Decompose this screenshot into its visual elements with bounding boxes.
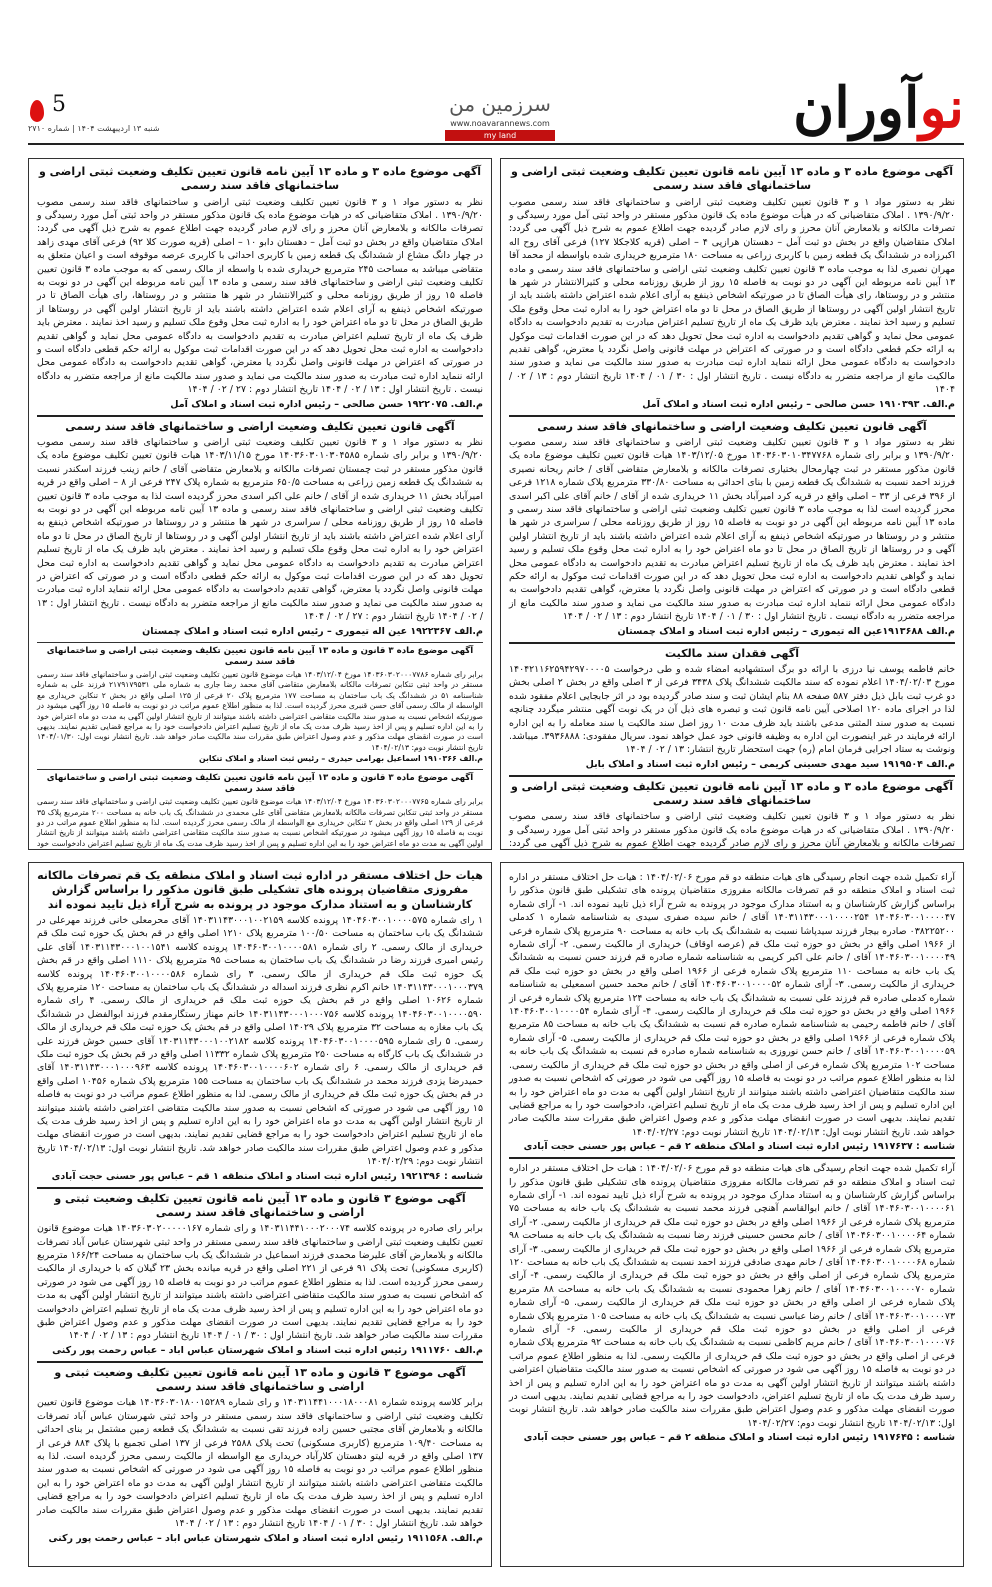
notices-box-bottom-left [28,862,492,1567]
notice-signature: م.الف. ۱۹۲۲۰۷۵ حسن صالحی – رئیس اداره ثبت اسناد و املاک آمل [170,398,483,410]
notice-divider [37,642,483,643]
notice-signature: م.الف ۱۹۲۲۳۶۷ عین اله تیموری – رئیس اداره ثبت اسناد و املاک چمستان [142,625,483,637]
notice-body: نظر به دستور مواد ۱ و ۳ قانون تعیین تکلیف وضعیت ثبتی اراضی و ساختمانهای فاقد سند رسمی مصوب ۱۳۹۰/۹/۲۰ . املاک متقاضیانی که در هیات موضوع ماده یک قانون مذکور مستقر در واحد ثبتی آمل مورد رسیدگی و تصرفات مالکانه و بلامعارض آنان محرز و رای لازم صادر گردیده جهت اطلاع عموم به شرح ذیل آگهی می گردد: [509,811,955,850]
site-url[interactable]: www.noavarannews.com [450,119,550,128]
masthead-rule [28,143,964,145]
notice-body: خانم فاطمه یوسف نیا درزی با ارائه دو برگ استشهادیه امضاء شده و طی درخواست ۱۴۰۴۲۱۱۶۲۵۹۴۲۹۷۰۰۰۰۵ مورخ ۱۴۰۴/۰۲/۰۳ اعلام نموده که سند مالکیت ششدانگ پلاک ۳۴۳۸ فرعی از ۳ اصلی واقع در بخش ۲ اصلی بخش دو غرب ثبت بابل ذیل دفتر ۵۸۷ صفحه ۸۸ بنام ایشان ثبت و سند صادر گردیده بود در اثر جابجایی اعلام مفقود شده لذا در اجرای ماده ۱۲۰ اصلاحی آیین نامه قانون ثبت و تبصره های ذیل آن در یک نوبت آگهی منتشر میگردد چنانچه نسبت به صدور سند المثنی مدعی باشند باید ظرف مدت ۱۰ روز اصل سند مالکیت یا سند معامله را به این اداره ارائه فرمایند در غیر اینصورت این اداره به وظیفه قانونی خود عمل خواهد نمود. سریال مفقودی: ۳۹۳۶۸۸۸. میباشد. ونوشت به ستاد اجرایی فرمان امام (ره) جهت استحضار تاریخ انتشار: ۱۳ / ۰۲ / ۱۴۰۴ [509,663,955,756]
notice-signature: م.الف ۱۹۱۱۷۶۰ رئیس اداره ثبت اسناد و املاک شهرستان عباس اباد – عباس رحمت پور رکنی [52,1344,483,1356]
notice-body: برابر رای شماره ۱۴۰۳۶۰۳۰۲۰۰۰۷۷۶۵ مورخ ۱۴۰۳/۱۲/۰۴ هیات موضوع قانون تعیین تکلیف وضعیت ثبتی اراضی و ساختمانهای فاقد سند رسمی مستقر در واحد ثبتی تنکابن تصرفات مالکانه بلامعارض متقاضی آقای علی محمدی در ششدانگ یک باب خانه به مساحت ۲۰۰ مترمربع پلاک ۳۵ فرعی از ۱۲۹ اصلی واقع در بخش ۲ تنکابن خریداری مع الواسطه از مالک رسمی محرز گردیده است. لذا به منظور اطلاع عموم مراتب در دو نوبت به فاصله ۱۵ روز آگهی میشود در صورتیکه اشخاص نسبت به صدور سند مالکیت متقاضی اعتراضی داشته باشند میتوانند از تاریخ انتشار اولین آگهی به مدت دو ماه اعتراض خود را به این اداره تسلیم و پس از اخذ رسید ظرف مدت یک ماه از تاریخ تسلیم اعتراض دادخواست خود [37,797,484,848]
notice-divider [37,415,483,417]
notice-signature: شناسه : ۱۹۲۱۳۹۶ رئیس اداره ثبت اسناد و املاک منطقه ۱ قم – عباس پور حسنی حجت آبادی [51,1170,483,1182]
notice-signature: شناسه : ۱۹۱۷۶۳۷ رئیس اداره ثبت اسناد و املاک منطقه ۲ قم – عباس پور حسنی حجت آبادی [523,1141,955,1153]
notice [509,780,955,850]
notice [509,871,955,1153]
notice-body: نظر به دستور مواد ۱ و ۳ قانون تعیین تکلیف وضعیت ثبتی اراضی و ساختمانهای فاقد سند رسمی مصوب ۱۳۹۰/۹/۲۰ و برابر رای شماره ۱۴۰۳۶۰۳۰۱۰۳۰۴۵۸۵ مورخ ۱۴۰۳/۱۱/۱۵ هیات قانون تعیین تکلیف موضوع ماده یک قانون مذکور مستقر در ثبت چمستان تصرفات مالکانه و بلامعارض متقاضی آقای / خانم زینب فرزند اسکندر نسبت به ششدانگ یک قطعه زمین زراعی به مساحت ۶۵۰/۵ مترمربع به شماره پلاک ۲۴۷ فرعی از ۸ – اصلی واقع در قریه امیرآباد بخش ۱۱ خریداری شده از آقای / خانم علی اکبر اسدی محرز گردیده است لذا به موجب ماده ۳ قانون تعیین تکلیف وضعیت ثبتی اراضی و ساختمانهای فاقد سند رسمی و ماده ۱۳ آیین نامه مربوطه این آگهی در دو نوبت به فاصله ۱۵ روز از طریق روزنامه محلی / سراسری در شهر ها منتشر و در روستاها در صورتیکه اشخاص ذینفع به آرای اعلام شده اعتراض داشته باشند باید از تاریخ انتشار اولین آگهی و در روستاها از تاریخ الصاق در محل تا دو ماه اعتراض خود را به اداره ثبت محل وقوع ملک تسلیم و رسید اخذ نمایند . معترض باید ظرف یک ماه از تاریخ تسلیم اعتراض مبادرت به تقدیم دادخواست به دادگاه عمومی محل نماید و گواهی تقدیم دادخواست به اداره ثبت محل تحویل دهد که در این صورت اقدامات ثبت موکول به ارائه حکم قطعی دادگاه است و در صورتی که اعتراض در مهلت قانونی واصل نگردد یا معترض، گواهی تقدیم دادخواست به دادگاه عمومی محل ارائه ننماید اداره ثبت مبادرت به صدور سند مالکیت می نماید و صدور سند مالکیت مانع از مراجعه متضرر به دادگاه نیست . تاریخ انتشار اول : ۱۳ / ۰۲ / ۱۴۰۴ تاریخ انتشار دوم : ۲۷ / ۰۲ / ۱۴۰۴ [37,436,483,623]
notice-divider [509,1157,955,1159]
notice-title: آگهی موضوع ۳ قانون و ماده ۱۳ آیین نامه قانون تعیین تکلیف وضعیت ثبتی و اراضی و ساختمانهای فاقد سند رسمی [54,1191,466,1219]
notice-signature: م.الف ۱۹۱۳۶۸۸عین اله تیموری – رئیس اداره ثبت اسناد و املاک چمستان [617,625,955,637]
notice-body: نظر به دستور مواد ۱ و ۳ قانون تعیین تکلیف وضعیت ثبتی اراضی و ساختمانهای فاقد سند رسمی مصوب ۱۳۹۰/۹/۲۰ . املاک متقاضیانی که در هیات موضوع ماده یک قانون مذکور مستقر در واحد ثبتی آمل مورد رسیدگی و تصرفات مالکانه و بلامعارض آنان محرز و رای لازم صادر گردیده جهت اطلاع عموم به شرح ذیل آگهی می گردد: املاک متقاضیان واقع در بخش دو ثبت آمل – دهستان دابو ۱۰ – اصلی (قریه صورت کلا ۹۲) فرعی آقای مهدی زاهد در چهار دانگ مشاع از ششدانگ یک قطعه زمین با کاربری احداثی با کاربری عرصه موقوفه است و اعیان متعلق به متقاضی میباشد به مساحت ۲۴۵ مترمربع خریداری شده با واسطه از مالک رسمی که به موجب ماده ۳ قانون تعیین تکلیف وضعیت ثبتی اراضی و ساختمانهای فاقد سند رسمی و ماده ۱۳ آیین نامه مربوطه این آگهی در دو نوبت به فاصله ۱۵ روز از طریق روزنامه محلی و کثیرالانتشار در شهر ها منتشر و در روستاها، رای هیأت الصاق تا در صورتیکه اشخاص ذینفع به آرای اعلام شده اعتراض داشته باشند باید از تاریخ انتشار اولین آگهی در روستاها از طریق الصاق در محل تا دو ماه اعتراض خود را به اداره ثبت محل وقوع ملک تسلیم و رسید اخذ نمایند . معترض باید ظرف یک ماه از تاریخ تسلیم اعتراض مبادرت به تقدیم دادخواست به دادگاه عمومی محل نماید و گواهی تقدیم دادخواست به اداره ثبت محل تحویل دهد که در این صورت اقدامات ثبت موکول به ارائه حکم قطعی دادگاه است و در صورتی که اعتراض در مهلت قانونی واصل نگردد یا معترض، گواهی تقدیم دادخواست به دادگاه عمومی محل ارائه ننماید اداره ثبت مبادرت به صدور سند مالکیت می نماید و صدور سند مالکیت مانع از مراجعه متضرر به دادگاه نیست . تاریخ انتشار اول : ۱۳ / ۰۲ / ۱۴۰۴ تاریخ انتشار دوم : ۲۷ / ۰۲ / ۱۴۰۴ [37,196,483,396]
notice-title: آگهی فقدان سند مالکیت [665,646,799,660]
notices-box-bottom-right [500,862,964,1567]
newspaper-logo[interactable]: نوآوران [793,75,964,141]
dateline: شنبه ۱۳ اردیبهشت ۱۴۰۴ | شماره ۲۷۱۰ [28,124,160,133]
notice-body: برابر رای شماره ۱۴۰۳۶۰۳۰۲۰۰۰۷۷۸۶ مورخ ۱۴۰۳/۱۲/۰۴ هیات موضوع قانون تعیین تکلیف وضعیت ثبتی اراضی و ساختمانهای فاقد سند رسمی مستقر در واحد ثبتی تنکابن تصرفات مالکانه بلامعارض متقاضی آقای محمد رضا جاری به شماره ملی ۲۱۷۹۱۷۹۵۳۱ فرزند علی به شماره شناسنامه ۵۱ در ششدانگ یک باب ساختمان به مساحت ۱۷۷ مترمربع پلاک ۲۰ فرعی از ۱۲۵ اصلی واقع در بخش ۲ تنکابن خریداری مع الواسطه از مالک رسمی آقای حسن قنبری محرز گردیده است. لذا به منظور اطلاع عموم مراتب در دو نوبت به فاصله ۱۵ روز آگهی میشود در صورتیکه اشخاص نسبت به صدور سند مالکیت متقاضی اعتراضی داشته باشند میتوانند از تاریخ انتشار اولین آگهی به مدت دو ماه اعتراض خود را به این اداره تسلیم و پس از اخذ رسید ظرف مدت یک ماه از تاریخ تسلیم اعتراض دادخواست خود را به مراجع قضایی تقدیم نمایند. بدیهی است در صورت انقضای مهلت مذکور و عدم وصول اعتراض طبق مقررات سند مالکیت صادر خواهد شد. تاریخ انتشار نوبت اول: ۱۴۰۴/۰۱/۳۰ تاریخ انتشار نوبت دوم: ۱۴۰۴/۰۲/۱۳ [37,670,483,752]
notice [37,165,483,411]
notice [37,1192,483,1357]
page-number: 5 [52,92,66,117]
masthead [0,0,992,145]
notice-body: برابر رای صادره در پرونده کلاسه ۱۴۰۳۱۱۴۴۱۰۰۰۲۰۰۰۷۴ و رای شماره ۱۴۰۳۶۰۳۰۲۰۰۰۰۰۱۶۷ هیات موضوع قانون تعیین تکلیف وضعیت ثبتی اراضی و ساختمانهای فاقد سند رسمی مستقر در واحد ثبتی شهرستان عباس آباد تصرفات مالکانه و بلامعارض آقای علیرضا محمدی فرزند اسماعیل در ششدانگ یک باب ساختمان به مساحت ۱۶۶/۲۴ مترمربع (کاربری مسکونی) تحت پلاک ۹۱ فرعی از ۲۲۱ اصلی واقع در قریه میانده بخش ۲۳ گیلان که با خریداری از مالکیت رسمی محرز گردیده است. لذا به منظور اطلاع عموم مراتب در دو نوبت به فاصله ۱۵ روز آگهی می شود در صورتی که اشخاص نسبت به صدور سند مالکیت متقاضی اعتراضی داشته باشند میتوانند از تاریخ انتشار اولین آگهی به مدت دو ماه اعتراض خود را به این اداره تسلیم و پس از اخذ رسید ظرف مدت یک ماه از تاریخ تسلیم اعتراض دادخواست خود را به مراجع قضایی تقدیم نمایند. بدیهی است در صورت انقضای مهلت مذکور و عدم وصول اعتراض طبق مقررات سند مالکیت صادر خواهد شد. تاریخ انتشار اول : ۳۰ / ۰۱ / ۱۴۰۴ تاریخ انتشار دوم : ۱۳ / ۰۲ / ۱۴۰۴ [36,1223,484,1342]
notice [37,869,483,1183]
notice [37,420,483,638]
notices-box-top-left [28,158,492,850]
notices-box-top-right [500,158,964,850]
notice-title: آگهی موضوع ماده ۳ قانون و ماده ۱۳ آیین نامه قانون تعیین تکلیف وضعیت ثبتی اراضی و ساختمانهای فاقد سند رسمی [46,645,474,667]
notice-title: آگهی موضوع ماده ۳ قانون و ماده ۱۳ آیین نامه قانون تعیین تکلیف وضعیت ثبتی اراضی و ساختمانهای فاقد سند رسمی [46,772,474,794]
notice-signature: م.الف. ۱۹۱۰۳۹۳ حسن صالحی – رئیس اداره ثبت اسناد و املاک آمل [642,398,955,410]
notice-title: هیات حل اختلاف مستقر در اداره ثبت اسناد و املاک منطقه یک قم تصرفات مالکانه مفروزی متقاضیان پرونده های تشکیلی طبق قانون مذکور را براساس گزارش کارشناسان و به استناد مدارک موجود در پرونده به شرح آراء ذیل تایید نموده اند [37,869,483,911]
notice-body: ۱ رای شماره ۱۴۰۴۶۰۳۰۰۱۰۰۰۰۵۷۵ پرونده کلاسه ۱۴۰۳۱۱۴۳۰۰۰۱۰۰۲۱۵۹ آقای محرمعلی خانی فرزند مهرعلی در ششدانگ یک باب ساختمان به مساحت ۱۰۰/۵۰ مترمربع پلاک ۱۲۱۰ اصلی واقع در قم بخش یک حوزه ثبت ملک قم خریداری از مالک رسمی. ۲ رای شماره ۱۴۰۴۶۰۳۰۰۱۰۰۰۰۵۸۱ پرونده کلاسه ۱۴۰۳۱۱۴۳۰۰۰۱۰۰۱۵۴۱ آقای علی رئیس امیری فرزند رضا در ششدانگ یک باب ساختمان به مساحت ۹۵ مترمربع پلاک ۱۱۱۰ اصلی واقع در قم بخش یک حوزه ثبت ملک قم خریداری از مالک رسمی. ۳ رای شماره ۱۴۰۴۶۰۳۰۰۱۰۰۰۰۵۸۶ پرونده کلاسه ۱۴۰۳۱۱۴۳۰۰۰۱۰۰۰۳۷۹ خانم اکرم نظری فرزند اسداله در ششدانگ یک باب ساختمان به مساحت ۱۲۰ مترمربع پلاک شماره ۱۰۶۲۶ اصلی واقع در قم بخش یک حوزه ثبت ملک قم خریداری از مالک رسمی. ۴ رای شماره ۱۴۰۴۶۰۳۰۰۱۰۰۰۰۵۹۰ پرونده کلاسه ۱۴۰۳۱۱۴۳۰۰۰۱۰۰۰۷۵۶ خانم مهناز رستگارمقدم فرزند ابوالفضل در ششدانگ یک باب مغازه به مساحت ۳۲ مترمربع پلاک ۱۴۰۲۹ اصلی واقع در قم بخش یک حوزه ثبت ملک قم خریداری از مالک رسمی. ۵ رای شماره ۱۴۰۴۶۰۳۰۰۱۰۰۰۰۵۹۵ پرونده کلاسه ۱۴۰۳۱۱۴۳۰۰۰۱۰۰۲۱۸۲ آقای حسین خوش فرزند علی در ششدانگ یک باب کارگاه به مساحت ۲۵۰ مترمربع پلاک شماره ۱۱۳۳۲ اصلی واقع در قم بخش یک حوزه ثبت ملک قم خریداری از مالک رسمی. ۶ رای شماره ۱۴۰۴۶۰۳۰۰۱۰۰۰۰۶۰۲ پرونده کلاسه ۱۴۰۳۱۱۴۳۰۰۰۱۰۰۰۹۶۳ آقای حمیدرضا یزدی فرزند محمد در ششدانگ یک باب ساختمان به مساحت ۱۵۵ مترمربع پلاک شماره ۱۰۴۵۶ اصلی واقع در قم بخش یک حوزه ثبت ملک قم خریداری از مالک رسمی. لذا به منظور اطلاع عموم مراتب در دو نوبت به فاصله ۱۵ روز آگهی می شود در صورتی که اشخاص نسبت به صدور سند مالکیت متقاضی اعتراضی داشته باشند میتوانند از تاریخ انتشار اولین آگهی به مدت دو ماه اعتراض خود را به این اداره تسلیم و پس از اخذ رسید ظرف مدت یک ماه از تاریخ تسلیم اعتراض دادخواست خود را به مراجع قضایی تقدیم نمایند. بدیهی است در صورت انقضای مهلت مذکور و عدم وصول اعتراض طبق مقررات سند مالکیت صادر خواهد شد. تاریخ انتشار نوبت اول: ۱۴۰۴/۰۲/۱۳ تاریخ انتشار نوبت دوم: ۱۴۰۴/۰۲/۲۹ [37,914,484,1168]
notice-title: آگهی قانون تعیین تکلیف وضعیت اراضی و ساختمانهای فاقد سند رسمی [537,419,927,433]
notice-body: نظر به دستور مواد ۱ و ۳ قانون تعیین تکلیف وضعیت ثبتی اراضی و ساختمانهای فاقد سند رسمی مصوب ۱۳۹۰/۹/۲۰ . املاک متقاضیانی که در هیأت موضوع ماده یک قانون مذکور مستقر در واحد ثبتی آمل مورد رسیدگی و تصرفات مالکانه و بلامعارض آنان محرز و رای لازم صادر گردیده جهت اطلاع عموم به شرح ذیل آگهی می گردد: املاک متقاضیان واقع در بخش دو ثبت آمل – دهستان هرازپی ۴ – اصلی (قریه کلاجکلا ۱۲۷) فرعی آقای روح اله اکبرزاده در ششدانگ یک قطعه زمین با کاربری زراعی به مساحت ۱۸۰ مترمربع خریداری شده باواسطه از محمد آقا مهران نصیری لذا به موجب ماده ۳ قانون تعیین تکلیف وضعیت ثبتی اراضی و ساختمانهای فاقد سند رسمی و ماده ۱۳ آیین نامه مربوطه این آگهی در دو نوبت به فاصله ۱۵ روز از طریق روزنامه محلی و کثیرالانتشار در شهر ها منتشر و در روستاها، رای هیأت الصاق تا در صورتیکه اشخاص ذینفع به آرای اعلام شده اعتراض داشته باشند باید از تاریخ انتشار اولین آگهی در روستاها از طریق الصاق در محل تا دو ماه اعتراض خود را به اداره ثبت محل وقوع ملک تسلیم و رسید اخذ نمایند . معترض باید ظرف یک ماه از تاریخ تسلیم اعتراض مبادرت به تقدیم دادخواست به دادگاه عمومی محل نماید و گواهی تقدیم دادخواست به اداره ثبت محل تحویل دهد که در این صورت اقدامات ثبت موکول به ارائه حکم قطعی دادگاه است و در صورتی که اعتراض در مهلت قانونی واصل نگردد یا معترض، گواهی تقدیم دادخواست به دادگاه عمومی محل ارائه ننمايد اداره ثبت مبادرت به صدور سند مالکیت می نماید و صدور سند مالکیت مانع از مراجعه متضرر به دادگاه نیست . تاریخ انتشار اول : ۳۰ / ۰۱ / ۱۴۰۴ تاریخ انتشار دوم : ۱۳ / ۰۲ / ۱۴۰۴ [509,196,956,396]
notice-divider [509,775,955,777]
notice-divider [509,415,955,417]
notice-body: آراء تکمیل شده جهت انجام رسیدگی های هیات منطقه دو قم مورخ ۱۴۰۴/۰۲/۰۶ : هیات حل اختلاف مستقر در اداره ثبت اسناد و املاک منطقه دو قم تصرفات مالکانه مفروزی متقاضیان پرونده های تشکیلی طبق قانون مذکور را براساس گزارش کارشناسان و به استناد مدارک موجود در پرونده به شرح آراء ذیل تایید نموده اند. ۱- آرای شماره ۱۴۰۴۶۰۳۰۰۱۰۰۰۰۴۷ ۱۴۰۳۱۱۴۳۰۰۰۱۰۰۰۰۲۵۴ آقای / خانم سیده صفری سیدی به شناسنامه شماره ۱ کدملی ۰۳۸۲۲۵۲۰۰ صادره بیجار فرزند سیدپاشا نسبت به ششدانگ یک باب خانه به مساحت ۹۰ مترمربع پلاک شماره فرعی از ۱۹۶۶ اصلی واقع در بخش دو حوزه ثبت ملک قم (عرصه اوقاف) خریداری از مالکیت رسمی. ۲- آرای شماره ۱۴۰۴۶۰۳۰۰۱۰۰۰۰۴۹ آقای / خانم علی اکبر کریمی به شناسنامه شماره صادره قم فرزند حسن نسبت به ششدانگ یک باب خانه به مساحت ۱۱۰ مترمربع پلاک شماره فرعی از ۱۹۶۶ اصلی واقع در بخش دو حوزه ثبت ملک قم خریداری از مالکیت رسمی. ۳- آرای شماره ۱۴۰۴۶۰۳۰۰۱۰۰۰۰۵۲ آقای / خانم محمد حسین اسمعیلی به شناسنامه شماره کدملی صادره قم فرزند علی نسبت به ششدانگ یک باب خانه به مساحت ۱۲۴ مترمربع پلاک شماره فرعی از ۱۹۶۶ اصلی واقع در بخش دو حوزه ثبت ملک قم خریداری از مالکیت رسمی. ۴- آرای شماره ۱۴۰۴۶۰۳۰۰۱۰۰۰۰۵۴ آقای / خانم فاطمه رحیمی به شناسنامه شماره صادره قم نسبت به ششدانگ یک باب خانه به مساحت ۸۵ مترمربع پلاک شماره فرعی از ۱۹۶۶ اصلی واقع در بخش دو حوزه ثبت ملک قم خریداری از مالکیت رسمی. ۵- آرای شماره ۱۴۰۴۶۰۳۰۰۱۰۰۰۰۵۹ آقای / خانم حسن نوروزی به شناسنامه شماره صادره قم نسبت به ششدانگ یک باب خانه به مساحت ۱۰۲ مترمربع پلاک شماره فرعی از اصلی واقع در بخش دو حوزه ثبت ملک قم خریداری از مالکیت رسمی. لذا به منظور اطلاع عموم مراتب در دو نوبت به فاصله ۱۵ روز آگهی می شود در صورتی که اشخاص نسبت به صدور سند مالکیت متقاضیان اعتراضی داشته باشند میتوانند از تاریخ انتشار اولین آگهی به مدت دو ماه اعتراض خود را به این اداره تسلیم و پس از اخذ رسید ظرف مدت یک ماه از تاریخ تسلیم اعتراض، دادخواست خود را به مراجع قضایی تقدیم نمایند. بدیهی است در صورت انقضای مهلت مذکور و عدم وصول اعتراض طبق مقررات سند مالکیت صادر خواهد شد. تاریخ انتشار نوبت اول: ۱۴۰۴/۰۲/۱۳ تاریخ انتشار نوبت دوم: ۱۴۰۴/۰۲/۲۷ [509,872,956,1138]
notice-divider [509,642,955,644]
notice-body: برابر کلاسه پرونده شماره ۱۴۰۳۱۱۴۴۱۰۰۰۱۸۰۰۰۸۱ و رای شماره ۱۴۰۳۶۰۳۰۱۸۰۰۱۵۲۸۹ هیات موضوع قانون تعیین تکلیف وضعیت ثبتی اراضی و ساختمانهای فاقد سند رسمی مستقر در واحد ثبتی شهرستان عباس آباد تصرفات مالکانه و بلامعارض آقای مجتبی حسین زاده فرزند تقی نسبت به ششدانگ یک قطعه زمین مشتمل بر بنای احداثی به مساحت ۱۰۹/۴۰ مترمربع (کاربری مسکونی) تحت پلاک ۲۵۸۸ فرعی از ۱۳۷ اصلی تجمیع با پلاک ۸۸۴ فرعی از ۱۳۷ اصلی واقع در قریه لیتو دهستان کلارآباد خریداری مع الواسطه از مالکیت رسمی محرز گردیده است. لذا به منظور اطلاع عموم مراتب در دو نوبت به فاصله ۱۵ روز آگهی می شود در صورتی که اشخاص نسبت به صدور سند مالکیت متقاضی اعتراضی داشته باشند میتوانند از تاریخ انتشار اولین آگهی به مدت دو ماه اعتراض خود را به این اداره تسلیم و پس از اخذ رسید ظرف مدت یک ماه از تاریخ تسلیم اعتراض دادخواست خود را به مراجع قضایی تقدیم نمایند. بدیهی است در صورت انقضای مهلت مذکور و عدم وصول اعتراض طبق مقررات سند مالکیت صادر خواهد شد. تاریخ انتشار اول : ۳۰ / ۰۱ / ۱۴۰۴ تاریخ انتشار دوم : ۱۳ / ۰۲ / ۱۴۰۴ [37,1397,484,1530]
notice-body: نظر به دستور مواد ۱ و ۳ قانون تعیین تکلیف وضعیت ثبتی اراضی و ساختمانهای فاقد سند رسمی مصوب ۱۳۹۰/۹/۲۰ و برابر رای شماره ۱۴۰۳۶۰۳۰۱۰۳۴۷۷۶۸ مورخ ۱۴۰۳/۱۲/۰۵ هیات قانون تعیین تکلیف موضوع ماده یک قانون مذکور مستقر در ثبت چهارمحال بختیاری تصرفات مالکانه و بلامعارض متقاضی آقای / خانم ریحانه نصیری فرزند احمد نسبت به ششدانگ یک قطعه زمین با بنای احداثی به مساحت ۳۳۰/۸۰ مترمربع پلاک شماره ۱۲۱۸ فرعی از ۳۹۶ فرعی از ۳۳ – اصلی واقع در قریه کرد امیرآباد بخش ۱۱ خریداری شده از آقای / خانم آقای علی اکبر اسدی محرز گردیده است لذا به موجب ماده ۳ قانون تعیین تکلیف وضعیت ثبتی اراضی و ساختمانهای فاقد سند رسمی و ماده ۱۳ آیین نامه مربوطه این آگهی در دو نوبت به فاصله ۱۵ روز از طریق روزنامه محلی / سراسری در شهر ها منتشر و در روستاها در صورتیکه اشخاص ذینفع به آرای اعلام شده اعتراض داشته باشند باید از تاریخ انتشار اولین آگهی و در روستاها از تاریخ الصاق در محل تا دو ماه اعتراض خود را به اداره ثبت محل وقوع ملک تسلیم و رسید اخذ نمایند . معترض باید ظرف یک ماه از تاریخ تسلیم اعتراض مبادرت به تقدیم دادخواست به دادگاه عمومی محل نماید و گواهی تقدیم دادخواست به اداره ثبت محل تحویل دهد که در این صورت اقدامات ثبت موکول به ارائه حکم قطعی دادگاه است و در صورتی که اعتراض در مهلت قانونی واصل نگردد یا معترض، گواهی تقدیم دادخواست به دادگاه عمومی محل ارائه ننماید اداره ثبت مبادرت به صدور سند مالکیت می نماید و صدور سند مالکیت مانع از مراجعه متضرر به دادگاه نیست . تاریخ انتشار اول : ۳۰ / ۰۱ / ۱۴۰۴ تاریخ انتشار دوم : ۱۳ / ۰۲ / ۱۴۰۴ [509,436,956,623]
notice-signature: م.الف ۱۹۱۰۳۶۶ اسماعیل بهرامی حیدری – رئیس ثبت اسناد و املاک تنکابن [198,754,483,764]
notice-divider [37,1187,483,1189]
page-marker-icon [30,100,44,122]
section-title: سرزمین من [449,92,551,116]
notice [509,165,955,411]
notice-title: آگهی موضوع ماده ۳ و ماده ۱۳ آیین نامه قانون تعیین تکلیف وضعیت ثبتی اراضی و ساختمانهای فاقد سند رسمی [38,165,482,193]
notice-title: آگهی موضوع ماده ۳ و ماده ۱۳ آیین نامه قانون تعیین تکلیف وضعیت ثبتی اراضی و ساختمانهای فاقد سند رسمی [510,165,954,193]
notice [509,1162,955,1444]
notice-title: آگهی موضوع ۳ قانون و ماده ۱۳ آیین نامه قانون تعیین تکلیف وضعیت ثبتی و اراضی و ساختمانهای فاقد سند رسمی [54,1365,466,1394]
notice-signature: م.الف. ۱۹۱۱۵۶۸ رئیس اداره ثبت اسناد و املاک شهرستان عباس اباد – عباس رحمت پور رکنی [48,1532,483,1544]
notice-divider [37,769,483,770]
notice [509,420,955,638]
section-tag: my land [445,130,555,141]
notice [37,646,483,765]
notice-signature: شناسه : ۱۹۱۷۶۴۵ رئیس اداره ثبت اسناد و املاک منطقه ۲ قم – عباس پور حسنی حجت آبادی [523,1432,955,1444]
notice-body: آراء تکمیل شده جهت انجام رسیدگی های هیات منطقه دو قم مورخ ۱۴۰۴/۰۲/۰۶ : هیات حل اختلاف مستقر در اداره ثبت اسناد و املاک منطقه دو قم تصرفات مالکانه مفروزی متقاضیان پرونده های تشکیلی طبق قانون مذکور را براساس گزارش کارشناسان و به استناد مدارک موجود در پرونده به شرح آراء ذیل تایید نموده اند. ۱- آرای شماره ۱۴۰۴۶۰۳۰۰۱۰۰۰۰۶۱ آقای / خانم ابوالقاسم آهنچی فرزند محمد نسبت به ششدانگ یک باب خانه به مساحت ۷۵ مترمربع پلاک شماره فرعی از ۱۹۶۶ اصلی واقع در بخش دو حوزه ثبت ملک قم خریداری از مالکیت رسمی. ۲- آرای شماره ۱۴۰۴۶۰۳۰۰۱۰۰۰۰۶۴ آقای / خانم محسن حسینی فرزند رضا نسبت به ششدانگ یک باب خانه به مساحت ۹۸ مترمربع پلاک شماره فرعی از ۱۹۶۶ اصلی واقع در بخش دو حوزه ثبت ملک قم خریداری از مالکیت رسمی. ۳- آرای شماره ۱۴۰۴۶۰۳۰۰۱۰۰۰۰۶۸ آقای / خانم مهدی صادقی فرزند احمد نسبت به ششدانگ یک باب خانه به مساحت ۱۲۰ مترمربع پلاک شماره فرعی از اصلی واقع در بخش دو حوزه ثبت ملک قم خریداری از مالکیت رسمی. ۴- آرای شماره ۱۴۰۴۶۰۳۰۰۱۰۰۰۰۷۰ آقای / خانم زهرا محمودی نسبت به ششدانگ یک باب خانه به مساحت ۸۸ مترمربع پلاک شماره فرعی از اصلی واقع در بخش دو حوزه ثبت ملک قم خریداری از مالکیت رسمی. ۵- آرای شماره ۱۴۰۴۶۰۳۰۰۱۰۰۰۰۷۳ آقای / خانم رضا عباسی نسبت به ششدانگ یک باب خانه به مساحت ۱۰۵ مترمربع پلاک شماره فرعی از اصلی واقع در بخش دو حوزه ثبت ملک قم خریداری از مالکیت رسمی. ۶- آرای شماره ۱۴۰۴۶۰۳۰۰۱۰۰۰۰۷۶ آقای / خانم مریم کاظمی نسبت به ششدانگ یک باب خانه به مساحت ۹۲ مترمربع پلاک شماره فرعی از اصلی واقع در بخش دو حوزه ثبت ملک قم خریداری از مالکیت رسمی. لذا به منظور اطلاع عموم مراتب در دو نوبت به فاصله ۱۵ روز آگهی می شود در صورتی که اشخاص نسبت به صدور سند مالکیت متقاضیان اعتراضی داشته باشند میتوانند از تاریخ انتشار اولین آگهی به مدت دو ماه اعتراض خود را به این اداره تسلیم و پس از اخذ رسید ظرف مدت یک ماه از تاریخ تسلیم اعتراض، دادخواست خود را به مراجع قضایی تقدیم نمایند. بدیهی است در صورت انقضای مهلت مذکور و عدم وصول اعتراض طبق مقررات سند مالکیت صادر خواهد شد. تاریخ انتشار نوبت اول: ۱۴۰۴/۰۲/۱۳ تاریخ انتشار نوبت دوم: ۱۴۰۴/۰۲/۲۷ [509,1163,956,1429]
notice-signature: م.الف ۱۹۱۹۵۰۴ سید مهدی حسینی کریمی – رئیس اداره ثبت اسناد و املاک بابل [585,758,955,770]
notice [37,773,483,850]
notice [509,647,955,771]
notice-title: آگهی موضوع ماده ۳ و ماده ۱۳ آیین نامه قانون تعیین تکلیف وضعیت ثبتی اراضی و ساختمانهای فاقد سند رسمی [510,779,954,808]
notice [37,1366,483,1545]
notice-divider [37,1361,483,1363]
notice-title: آگهی قانون تعیین تکلیف وضعیت اراضی و ساختمانهای فاقد سند رسمی [65,419,455,433]
